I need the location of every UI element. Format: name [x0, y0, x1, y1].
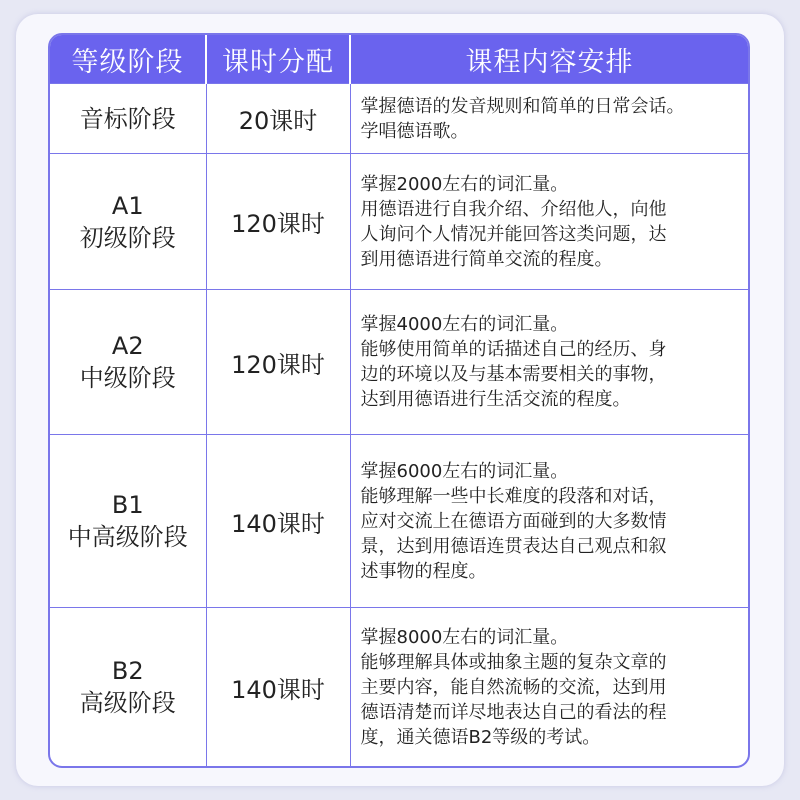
level-cell	[50, 435, 206, 608]
content-line: 掌握德语的发音规则和简单的日常会话。	[360, 95, 685, 117]
hours-cell: 140课时	[206, 435, 350, 608]
content-line: 用德语进行自我介绍、介绍他人，向他	[360, 198, 667, 220]
level-name: 中高级阶段	[67, 523, 188, 551]
level-name: 高级阶段	[79, 689, 176, 717]
level-code: A2	[111, 332, 144, 360]
content-line: 达到用德语进行生活交流的程度。	[360, 389, 631, 410]
content-line: 度，通关德语B2等级的考试。	[360, 726, 601, 748]
content-cell	[350, 84, 748, 154]
content-line: 述事物的程度。	[360, 560, 487, 582]
table-row	[50, 154, 748, 290]
content-line: 能够使用简单的话描述自己的经历、身	[360, 339, 667, 360]
content-line: 主要内容，能自然流畅的交流，达到用	[360, 676, 667, 698]
header-hours: 课时分配	[206, 35, 350, 84]
content-line: 边的环境以及与基本需要相关的事物，	[360, 364, 667, 385]
course-table-frame	[48, 33, 750, 768]
content-line: 学唱德语歌。	[360, 120, 469, 142]
content-line: 掌握8000左右的词汇量。	[360, 626, 569, 648]
course-table	[50, 35, 748, 766]
table-row	[50, 435, 748, 608]
content-line: 掌握4000左右的词汇量。	[360, 314, 569, 335]
content-cell	[350, 154, 748, 290]
level-cell	[50, 154, 206, 290]
table-row	[50, 290, 748, 435]
content-line: 掌握6000左右的词汇量。	[360, 460, 569, 482]
level-cell	[50, 290, 206, 435]
level-name: 音标阶段	[79, 104, 176, 133]
content-line: 能够理解具体或抽象主题的复杂文章的	[360, 651, 667, 673]
hours-cell: 120课时	[206, 154, 350, 290]
table-header-row	[50, 35, 748, 84]
content-line: 德语清楚而详尽地表达自己的看法的程	[360, 701, 667, 723]
level-code: A1	[111, 191, 144, 220]
content-cell	[350, 608, 748, 767]
hours-cell: 20课时	[206, 84, 350, 154]
header-content: 课程内容安排	[350, 35, 748, 84]
level-cell	[50, 84, 206, 154]
table-row	[50, 84, 748, 154]
level-code: B1	[111, 491, 144, 519]
content-cell	[350, 435, 748, 608]
hours-cell: 140课时	[206, 608, 350, 767]
table-row	[50, 608, 748, 767]
content-line: 景，达到用德语连贯表达自己观点和叙	[360, 535, 667, 557]
level-code: B2	[111, 657, 144, 685]
content-line: 到用德语进行简单交流的程度。	[360, 248, 613, 270]
level-cell	[50, 608, 206, 767]
hours-cell: 120课时	[206, 290, 350, 435]
content-line: 掌握2000左右的词汇量。	[360, 173, 569, 195]
level-name: 初级阶段	[79, 223, 176, 252]
content-line: 应对交流上在德语方面碰到的大多数情	[360, 510, 667, 532]
content-cell	[350, 290, 748, 435]
content-line: 能够理解一些中长难度的段落和对话，	[360, 485, 667, 507]
level-name: 中级阶段	[79, 364, 176, 392]
header-level: 等级阶段	[50, 35, 206, 84]
content-line: 人询问个人情况并能回答这类问题，达	[360, 223, 667, 245]
